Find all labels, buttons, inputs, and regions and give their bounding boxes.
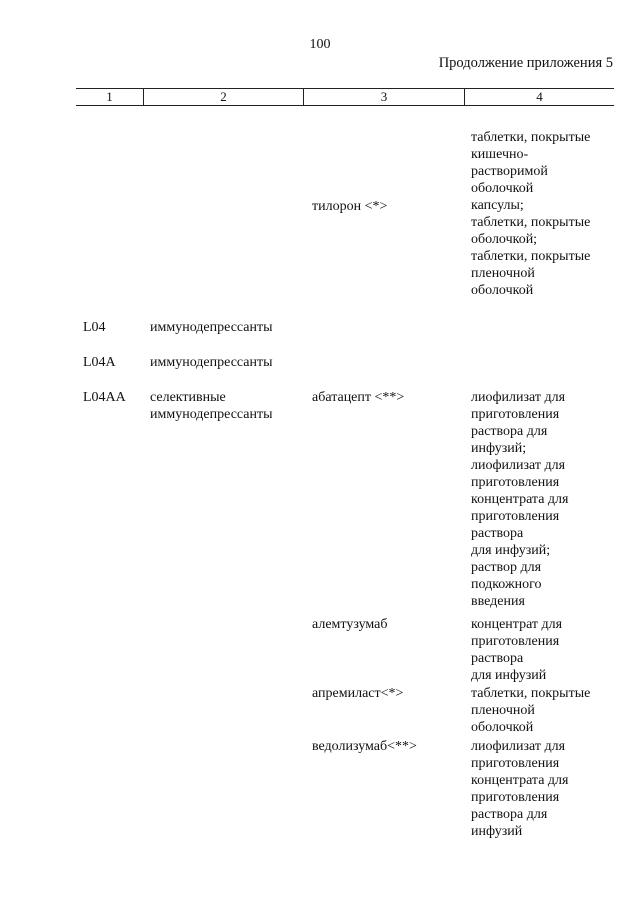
dosage-forms: лиофилизат для приготовления концентрата для приготовления раствора для инфузий	[471, 739, 569, 839]
atc-group: иммунодепрессанты	[150, 320, 273, 335]
dosage-forms: таблетки, покрытые кишечно- растворимой оболочкой капсулы; таблетки, покрытые оболочкой; таблетки, покрытые пленочной оболочкой	[471, 130, 591, 298]
drug-name: алемтузумаб	[312, 617, 388, 632]
drug-name: апремиласт<*>	[312, 686, 404, 701]
drug-name: ведолизумаб<**>	[312, 739, 417, 754]
atc-code: L04	[83, 320, 106, 335]
page-number: 100	[309, 37, 331, 52]
atc-code: L04AA	[83, 390, 126, 405]
atc-group: селективные иммунодепрессанты	[150, 390, 273, 422]
continuation-title: Продолжение приложения 5	[438, 55, 613, 71]
atc-group: иммунодепрессанты	[150, 355, 273, 370]
column-header-1: 1	[106, 89, 113, 104]
drug-name: абатацепт <**>	[312, 390, 405, 405]
atc-code: L04A	[83, 355, 116, 370]
column-header-3: 3	[303, 89, 464, 105]
dosage-forms: концентрат для приготовления раствора для инфузий	[471, 617, 563, 683]
column-header-2: 2	[143, 89, 303, 105]
drug-name: тилорон <*>	[312, 199, 388, 214]
table-header	[76, 88, 614, 106]
column-header-4: 4	[464, 89, 614, 105]
dosage-forms: лиофилизат для приготовления раствора для инфузий; лиофилизат для приготовления концентрата для приготовления раствора для инфузий; раствор для подкожного введения	[471, 390, 569, 609]
dosage-forms: таблетки, покрытые пленочной оболочкой	[471, 686, 591, 735]
